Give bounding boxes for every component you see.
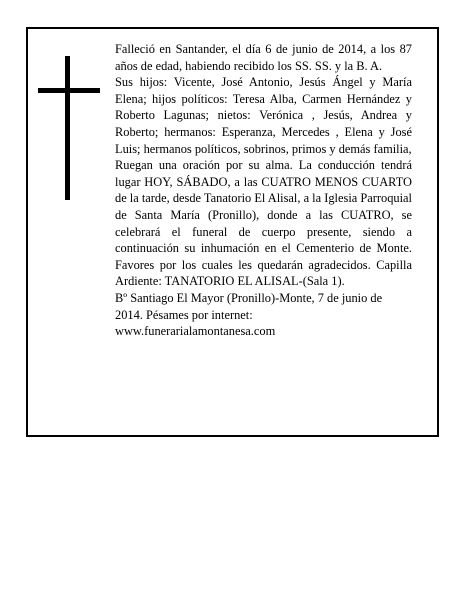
cross-icon xyxy=(38,56,100,200)
cross-horizontal-bar xyxy=(38,88,100,93)
family-list: Sus hijos: Vicente, José Antonio, Jesús Ángel y María Elena; hijos políticos: Teresa Alba, Carmen Hernández y Roberto Lagunas; nietos: Verónica , Jesús, Andrea y Roberto; hermanos: Esperanza, Mercedes , Elena y José Luis; hermanos políticos, sobrinos, primos y demás familia, xyxy=(115,75,412,156)
death-announcement: Falleció en Santander, el día 6 de junio de 2014, a los 87 años de edad, habiendo recibido los SS. SS. y la B. A. xyxy=(115,42,412,73)
funeral-details: Ruegan una oración por su alma. La conducción tendrá lugar HOY, SÁBADO, a las CUATRO MENOS CUARTO de la tarde, desde Tanatorio El Alisal, a la Iglesia Parroquial de Santa María (Pronillo), donde a las CUATRO, se celebrará el funeral de cuerpo presente, siendo a continuación su inhumación en el Cementerio de Monte. Favores por los cuales les quedarán agradecidos. Capilla Ardiente: TANATORIO EL ALISAL-(Sala 1). xyxy=(115,158,412,289)
notice-text xyxy=(115,41,412,340)
obituary-notice xyxy=(26,27,439,437)
place-date-contact: Bº Santiago El Mayor (Pronillo)-Monte, 7 de junio de 2014. Pésames por internet: www.funerarialamontanesa.com xyxy=(115,290,383,339)
cross-vertical-bar xyxy=(65,56,70,200)
